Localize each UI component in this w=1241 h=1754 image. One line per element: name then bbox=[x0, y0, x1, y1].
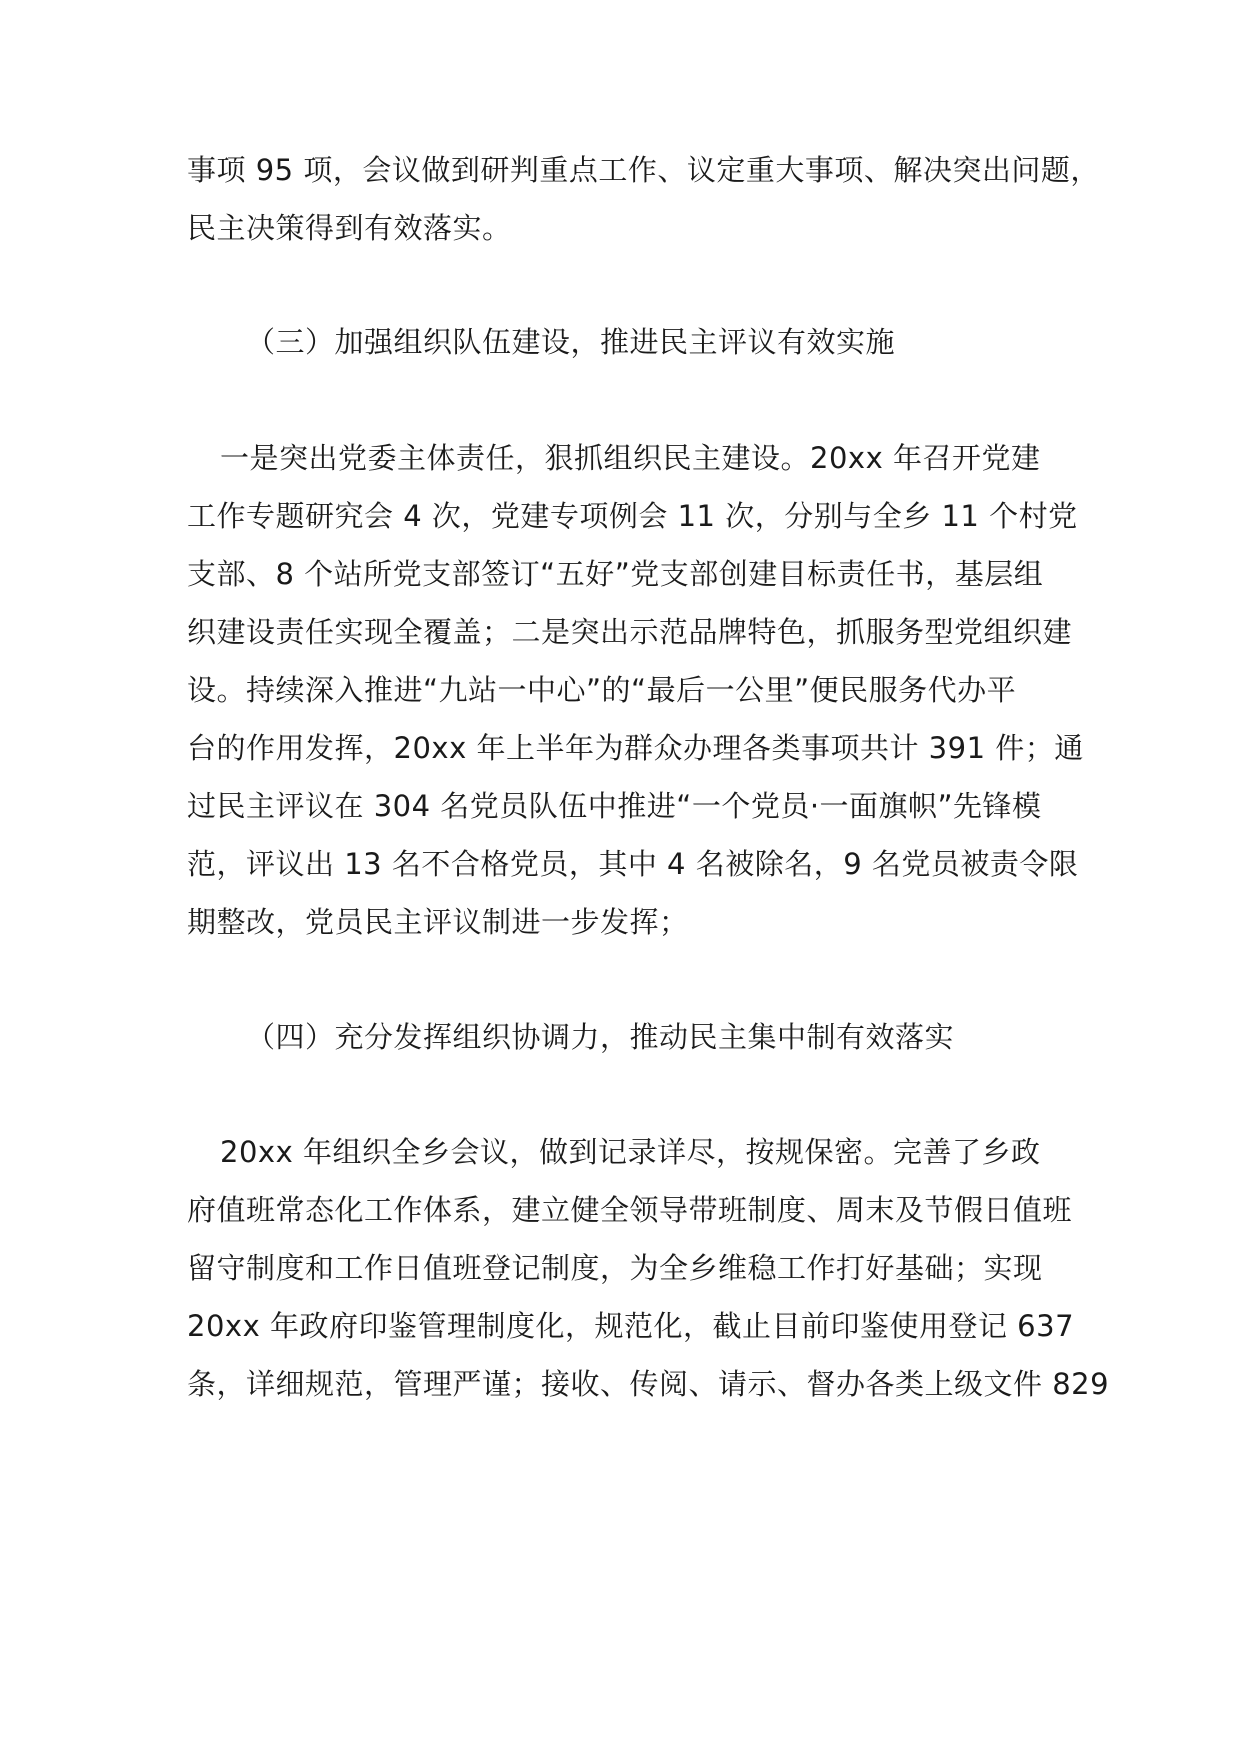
section-heading-3: （三）加强组织队伍建设，推进民主评议有效实施 bbox=[246, 325, 896, 359]
paragraph-line: 台的作用发挥，20xx 年上半年为群众办理各类事项共计 391 件；通 bbox=[187, 731, 1084, 765]
paragraph-line: 织建设责任实现全覆盖；二是突出示范品牌特色，抓服务型党组织建 bbox=[187, 615, 1073, 649]
paragraph-line: 范，评议出 13 名不合格党员，其中 4 名被除名，9 名党员被责令限 bbox=[187, 847, 1079, 881]
paragraph-line: 事项 95 项，会议做到研判重点工作、议定重大事项、解决突出问题， bbox=[187, 153, 1100, 187]
paragraph-line: 民主决策得到有效落实。 bbox=[187, 211, 512, 245]
section-heading-4: （四）充分发挥组织协调力，推动民主集中制有效落实 bbox=[246, 1020, 955, 1054]
paragraph-line: 期整改，党员民主评议制进一步发挥； bbox=[187, 905, 689, 939]
paragraph-line: 支部、8 个站所党支部签订“五好”党支部创建目标责任书，基层组 bbox=[187, 557, 1044, 591]
paragraph-line: 设。持续深入推进“九站一中心”的“最后一公里”便民服务代办平 bbox=[187, 673, 1017, 707]
paragraph-line: 工作专题研究会 4 次，党建专项例会 11 次，分别与全乡 11 个村党 bbox=[187, 499, 1078, 533]
paragraph-line: 过民主评议在 304 名党员队伍中推进“一个党员·一面旗帜”先锋模 bbox=[187, 789, 1042, 823]
paragraph-line: 一是突出党委主体责任，狠抓组织民主建设。20xx 年召开党建 bbox=[220, 441, 1041, 475]
paragraph-line: 条，详细规范，管理严谨；接收、传阅、请示、督办各类上级文件 829 bbox=[187, 1367, 1110, 1401]
paragraph-line: 留守制度和工作日值班登记制度，为全乡维稳工作打好基础；实现 bbox=[187, 1251, 1043, 1285]
paragraph-line: 20xx 年政府印鉴管理制度化，规范化，截止目前印鉴使用登记 637 bbox=[187, 1309, 1075, 1343]
paragraph-line: 府值班常态化工作体系，建立健全领导带班制度、周末及节假日值班 bbox=[187, 1193, 1073, 1227]
paragraph-line: 20xx 年组织全乡会议，做到记录详尽，按规保密。完善了乡政 bbox=[220, 1135, 1041, 1169]
